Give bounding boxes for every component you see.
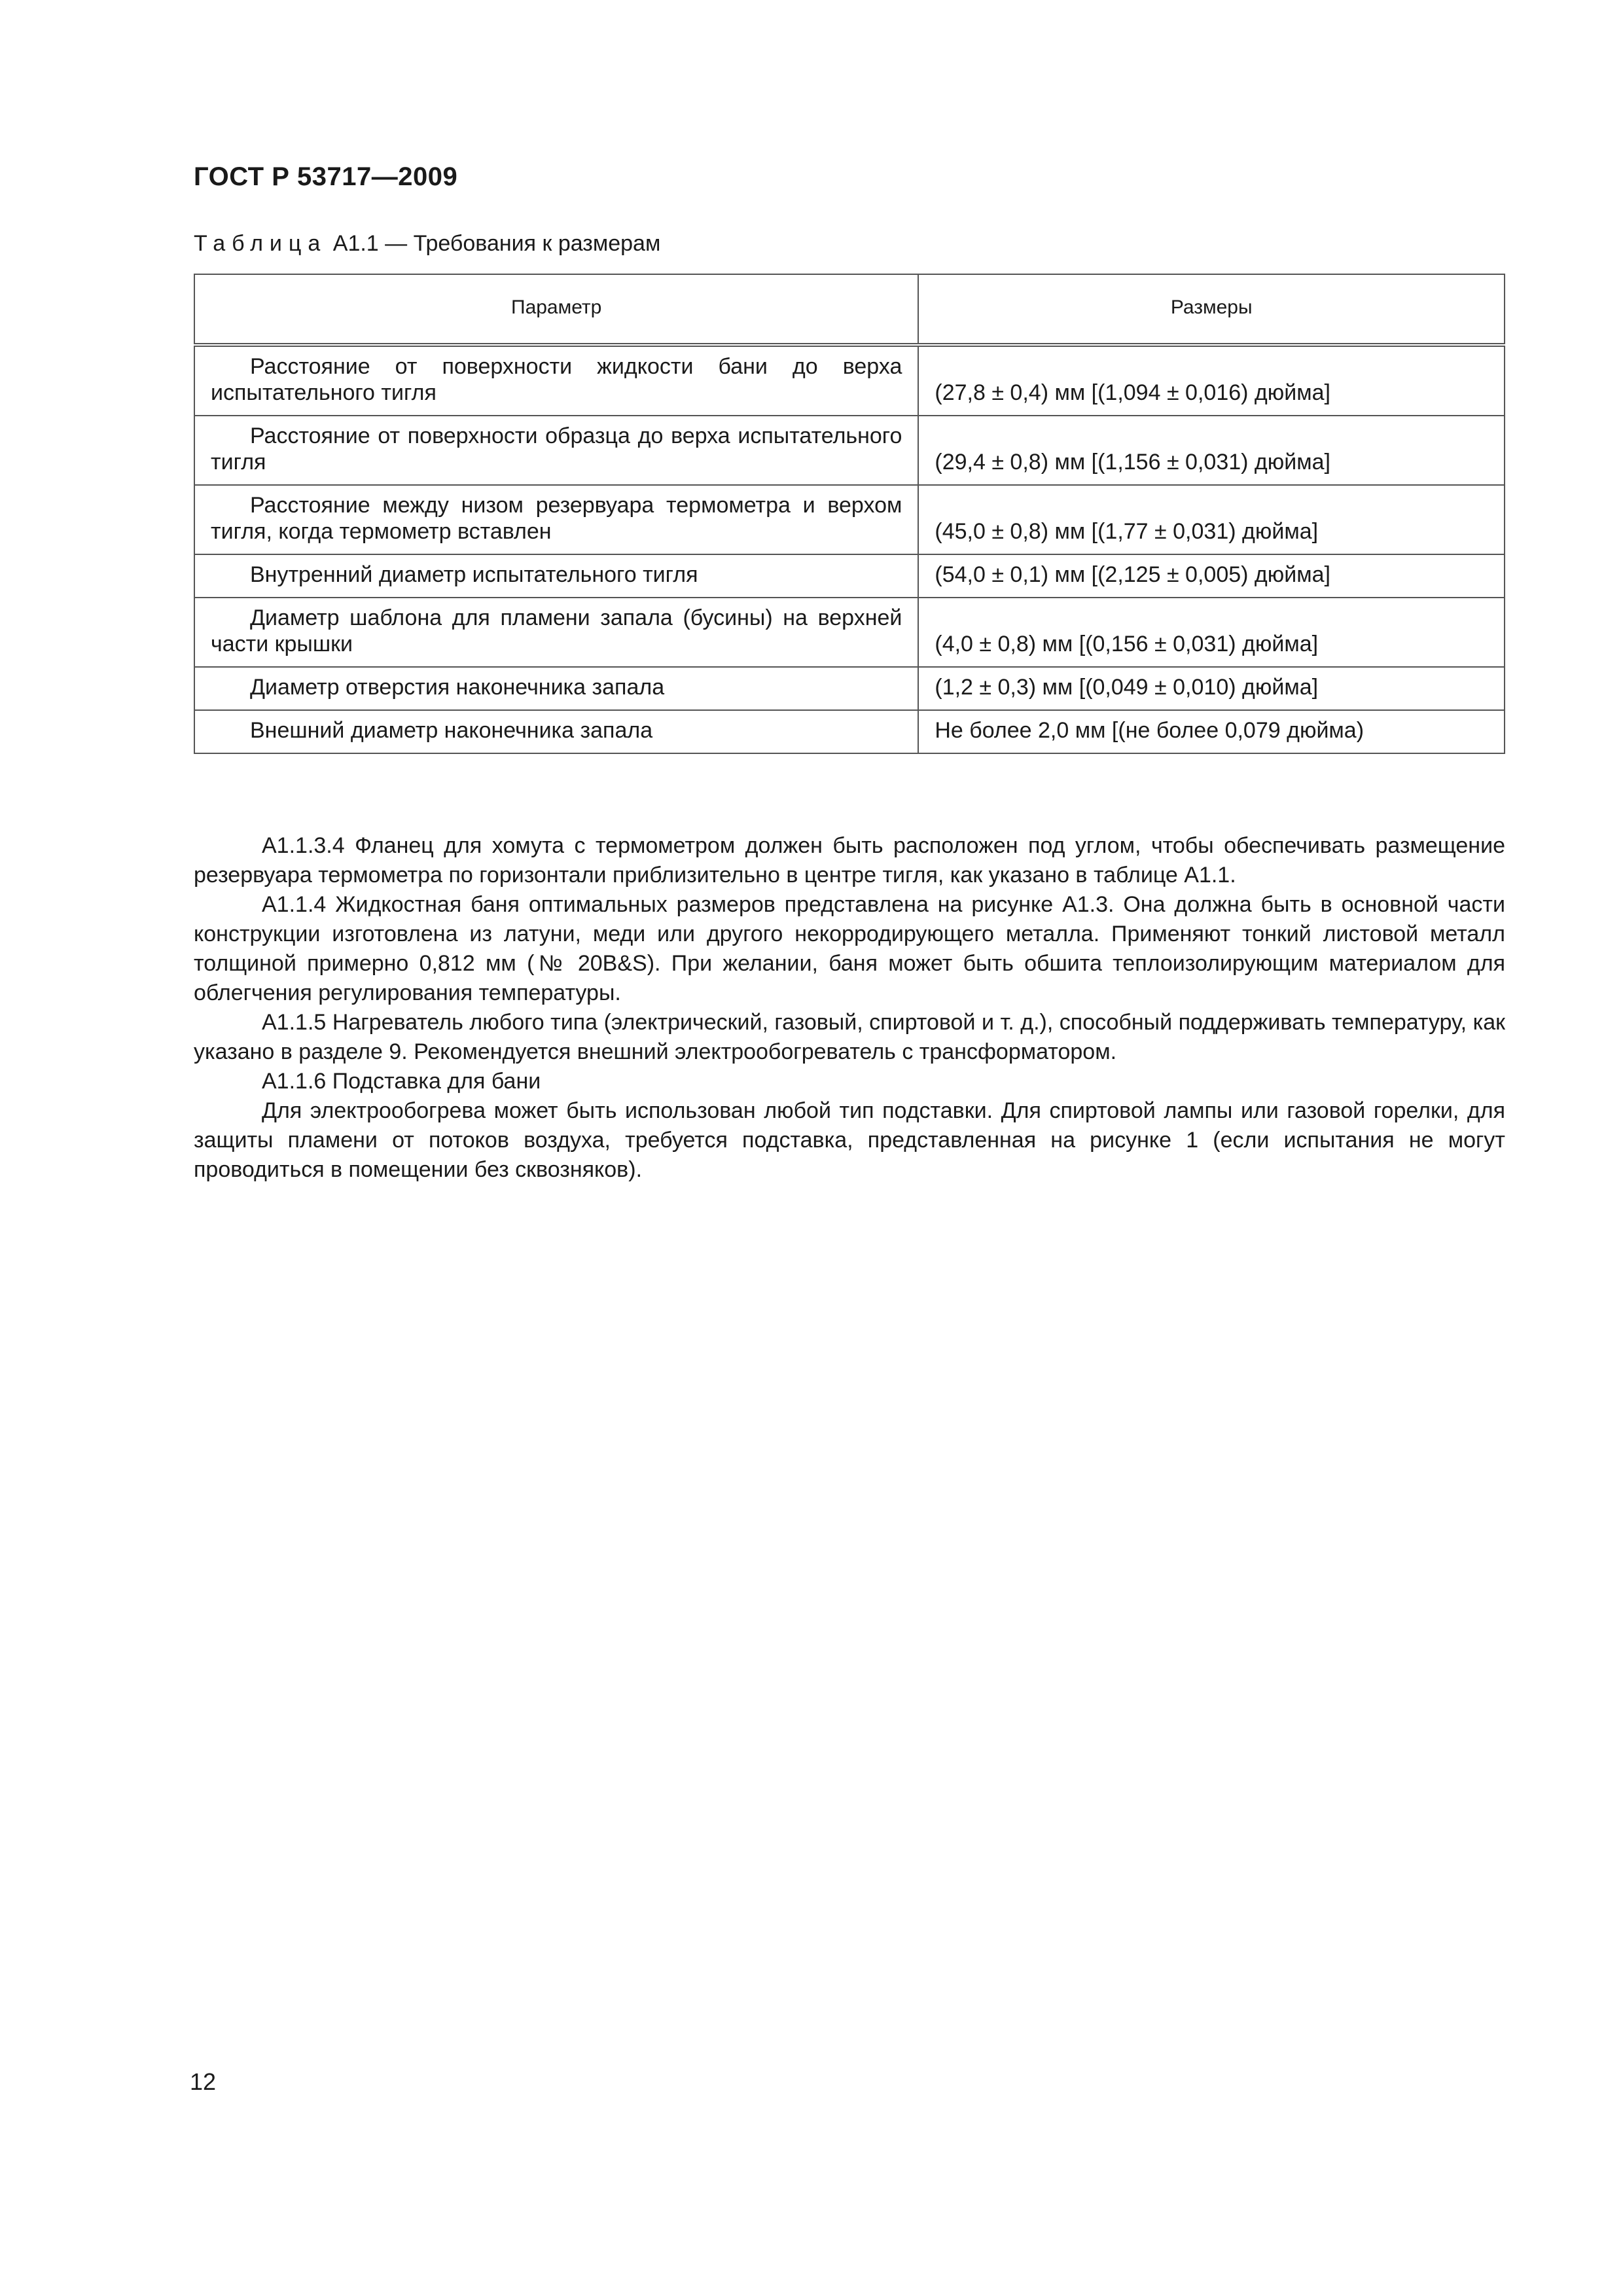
- paragraph-a1-1-6-heading: А1.1.6 Подставка для бани: [262, 1069, 541, 1094]
- page-number: 12: [190, 2068, 217, 2095]
- table-cell-size: (27,8 ± 0,4) мм [(1,094 ± 0,016) дюйма]: [918, 345, 1505, 416]
- body-text: [194, 831, 1505, 1185]
- paragraph-a1-1-5: А1.1.5 Нагреватель любого типа (электрический, газовый, спиртовой и т. д.), способный поддерживать температуру, как указано в разделе 9. Рекомендуется внешний электрообогреватель с трансформатором.: [194, 1010, 1505, 1064]
- table-caption: [194, 231, 660, 257]
- document-code: ГОСТ Р 53717—2009: [194, 162, 458, 191]
- column-header-sizes: Размеры: [918, 274, 1505, 345]
- table-caption-title: А1.1 — Требования к размерам: [332, 231, 661, 256]
- table-cell-parameter: Расстояние между низом резервуара термометра и верхом тигля, когда термометр вставлен: [194, 485, 918, 554]
- table-row: [194, 416, 1505, 485]
- table-row: [194, 598, 1505, 667]
- column-header-parameter: Параметр: [194, 274, 918, 345]
- table-cell-size: Не более 2,0 мм [(не более 0,079 дюйма): [918, 710, 1505, 753]
- table-row: [194, 667, 1505, 710]
- paragraph-a1-1-4: А1.1.4 Жидкостная баня оптимальных размеров представлена на рисунке А1.3. Она должна быть в основной части конструкции изготовлена из латуни, меди или другого некорродирующего металла. Применяют тонкий листовой металл толщиной примерно 0,812 мм (№ 20B&S). При желании, баня может быть обшита теплоизолирующим материалом для облегчения регулирования температуры.: [194, 892, 1505, 1005]
- table-row: [194, 710, 1505, 753]
- paragraph-a1-1-3-4: А1.1.3.4 Фланец для хомута с термометром должен быть расположен под углом, чтобы обеспечивать размещение резервуара термометра по горизонтали приблизительно в центре тигля, как указано в таблице А1.1.: [194, 833, 1505, 888]
- table-caption-label: Таблица: [194, 231, 327, 256]
- table-cell-parameter: Расстояние от поверхности жидкости бани до верха испытательного тигля: [194, 345, 918, 416]
- table-row: [194, 345, 1505, 416]
- table-cell-parameter: Диаметр отверстия наконечника запала: [194, 667, 918, 710]
- requirements-table: [194, 274, 1505, 754]
- table-cell-size: (4,0 ± 0,8) мм [(0,156 ± 0,031) дюйма]: [918, 598, 1505, 667]
- table-cell-parameter: Внешний диаметр наконечника запала: [194, 710, 918, 753]
- table-cell-parameter: Внутренний диаметр испытательного тигля: [194, 554, 918, 598]
- table-row: [194, 485, 1505, 554]
- table-cell-parameter: Диаметр шаблона для пламени запала (бусины) на верхней части крышки: [194, 598, 918, 667]
- table-header-row: [194, 274, 1505, 345]
- table-cell-size: (29,4 ± 0,8) мм [(1,156 ± 0,031) дюйма]: [918, 416, 1505, 485]
- table-cell-size: (1,2 ± 0,3) мм [(0,049 ± 0,010) дюйма]: [918, 667, 1505, 710]
- table-cell-parameter: Расстояние от поверхности образца до верха испытательного тигля: [194, 416, 918, 485]
- table-cell-size: (45,0 ± 0,8) мм [(1,77 ± 0,031) дюйма]: [918, 485, 1505, 554]
- table-row: [194, 554, 1505, 598]
- table-cell-size: (54,0 ± 0,1) мм [(2,125 ± 0,005) дюйма]: [918, 554, 1505, 598]
- paragraph-bath-stand: Для электрообогрева может быть использован любой тип подставки. Для спиртовой лампы или газовой горелки, для защиты пламени от потоков воздуха, требуется подставка, представленная на рисунке 1 (если испытания не могут проводиться в помещении без сквозняков).: [194, 1098, 1505, 1182]
